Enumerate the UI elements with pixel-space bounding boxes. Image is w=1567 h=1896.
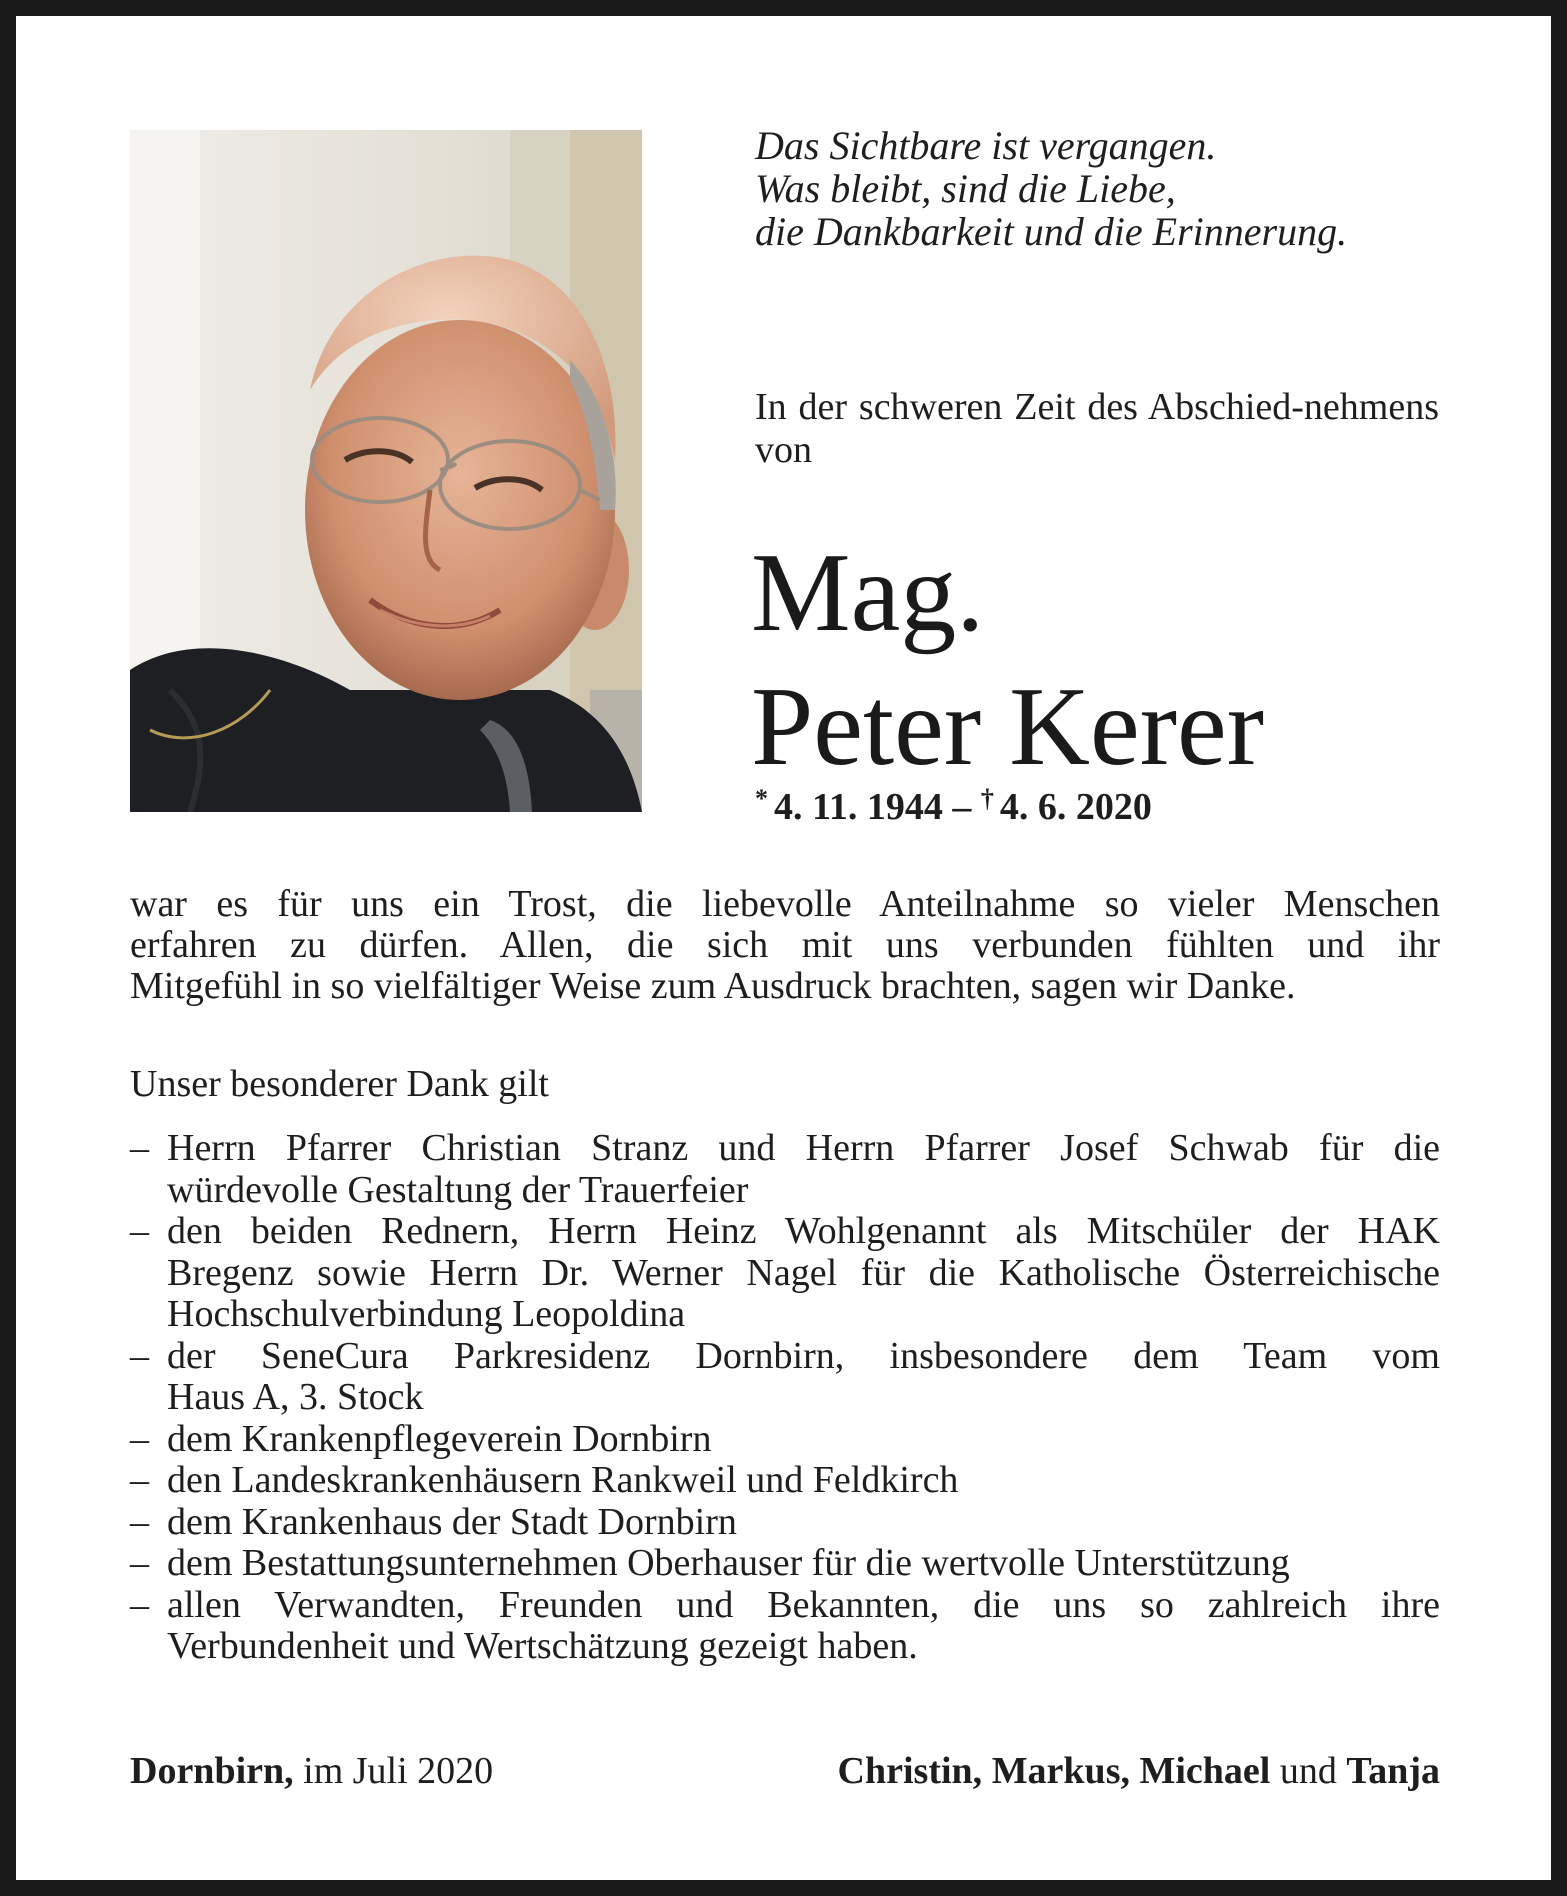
list-item — [130, 1502, 1440, 1544]
deceased-name — [751, 526, 1264, 794]
list-dash: – — [130, 1583, 149, 1626]
list-item-line: dem Krankenpflegeverein Dornbirn — [167, 1417, 712, 1460]
list-dash: – — [130, 1127, 149, 1169]
list-item-line: Bregenz sowie Herrn Dr. Werner Nagel für die Katholische Österreichische — [167, 1251, 1440, 1294]
list-item-line: dem Bestattungsunternehmen Oberhauser für die wertvolle Unterstützung — [167, 1542, 1290, 1584]
list-dash: – — [130, 1417, 149, 1460]
signatories — [838, 1748, 1440, 1794]
obituary-page — [16, 16, 1551, 1880]
death-date: 4. 6. 2020 — [999, 786, 1152, 828]
quote-line: die Dankbarkeit und die Erinnerung. — [755, 209, 1348, 254]
place: Dornbirn, — [130, 1750, 294, 1792]
list-item — [130, 1419, 1440, 1461]
date-separator: – — [942, 786, 981, 828]
list-item — [130, 1128, 1440, 1211]
intro-text: In der schweren Zeit des Abschied-nehmens von — [755, 386, 1439, 471]
list-item — [130, 1336, 1440, 1419]
list-item — [130, 1543, 1440, 1585]
death-symbol: † — [980, 784, 994, 813]
paragraph-line: Mitgefühl in so vielfältiger Weise zum Ausdruck brachten, sagen wir Danke. — [130, 965, 1296, 1007]
date: im Juli 2020 — [293, 1750, 494, 1792]
list-item-line: Hochschulverbindung Leopoldina — [167, 1293, 686, 1335]
list-item-line: würdevolle Gestaltung der Trauerfeier — [167, 1168, 749, 1211]
gratitude-paragraph — [130, 884, 1440, 1007]
signatory-name: Michael — [1139, 1750, 1271, 1792]
memorial-quote — [755, 124, 1515, 253]
list-item — [130, 1460, 1440, 1502]
paragraph-line: war es für uns ein Trost, die liebevolle Anteilnahme so vieler Menschen — [130, 883, 1440, 925]
quote-line: Das Sichtbare ist vergangen. — [755, 123, 1217, 168]
portrait-photo — [130, 130, 642, 812]
paragraph-line: erfahren zu dürfen. Allen, die sich mit uns verbunden fühlten und ihr — [130, 924, 1440, 966]
list-item-line: der SeneCura Parkresidenz Dornbirn, insbesondere dem Team vom — [167, 1334, 1440, 1377]
list-item — [130, 1211, 1440, 1336]
list-item-line: allen Verwandten, Freunden und Bekannten, die uns so zahlreich ihre — [167, 1583, 1440, 1626]
list-item-line: den beiden Rednern, Herrn Heinz Wohlgenannt als Mitschüler der HAK — [167, 1210, 1440, 1252]
list-item-line: Verbundenheit und Wertschätzung gezeigt haben. — [167, 1625, 918, 1667]
list-dash: – — [130, 1334, 149, 1377]
birth-symbol: * — [755, 784, 768, 813]
list-dash: – — [130, 1210, 149, 1252]
list-item-line: Haus A, 3. Stock — [167, 1376, 424, 1418]
thanks-intro: Unser besonderer Dank gilt — [130, 1063, 549, 1105]
list-dash: – — [130, 1500, 149, 1543]
signatory-name: Markus, — [991, 1750, 1130, 1792]
signatory-name: Tanja — [1346, 1750, 1440, 1792]
list-item-line: den Landeskrankenhäusern Rankweil und Feldkirch — [167, 1459, 959, 1501]
thanks-list — [130, 1128, 1440, 1668]
list-item-line: Herrn Pfarrer Christian Stranz und Herrn Pfarrer Josef Schwab für die — [167, 1127, 1440, 1169]
list-dash: – — [130, 1459, 149, 1501]
list-dash: – — [130, 1542, 149, 1584]
signatory-name: Christin, — [837, 1750, 983, 1792]
list-item-line: dem Krankenhaus der Stadt Dornbirn — [167, 1500, 737, 1543]
portrait-illustration — [130, 130, 642, 812]
place-and-date — [130, 1748, 493, 1794]
list-item — [130, 1585, 1440, 1668]
life-dates — [755, 776, 1152, 830]
deceased-full-name: Peter Kerer — [751, 665, 1265, 789]
quote-line: Was bleibt, sind die Liebe, — [755, 166, 1176, 211]
conjunction: und — [1279, 1750, 1337, 1792]
deceased-title: Mag. — [751, 531, 985, 655]
birth-date: 4. 11. 1944 — [774, 786, 943, 828]
